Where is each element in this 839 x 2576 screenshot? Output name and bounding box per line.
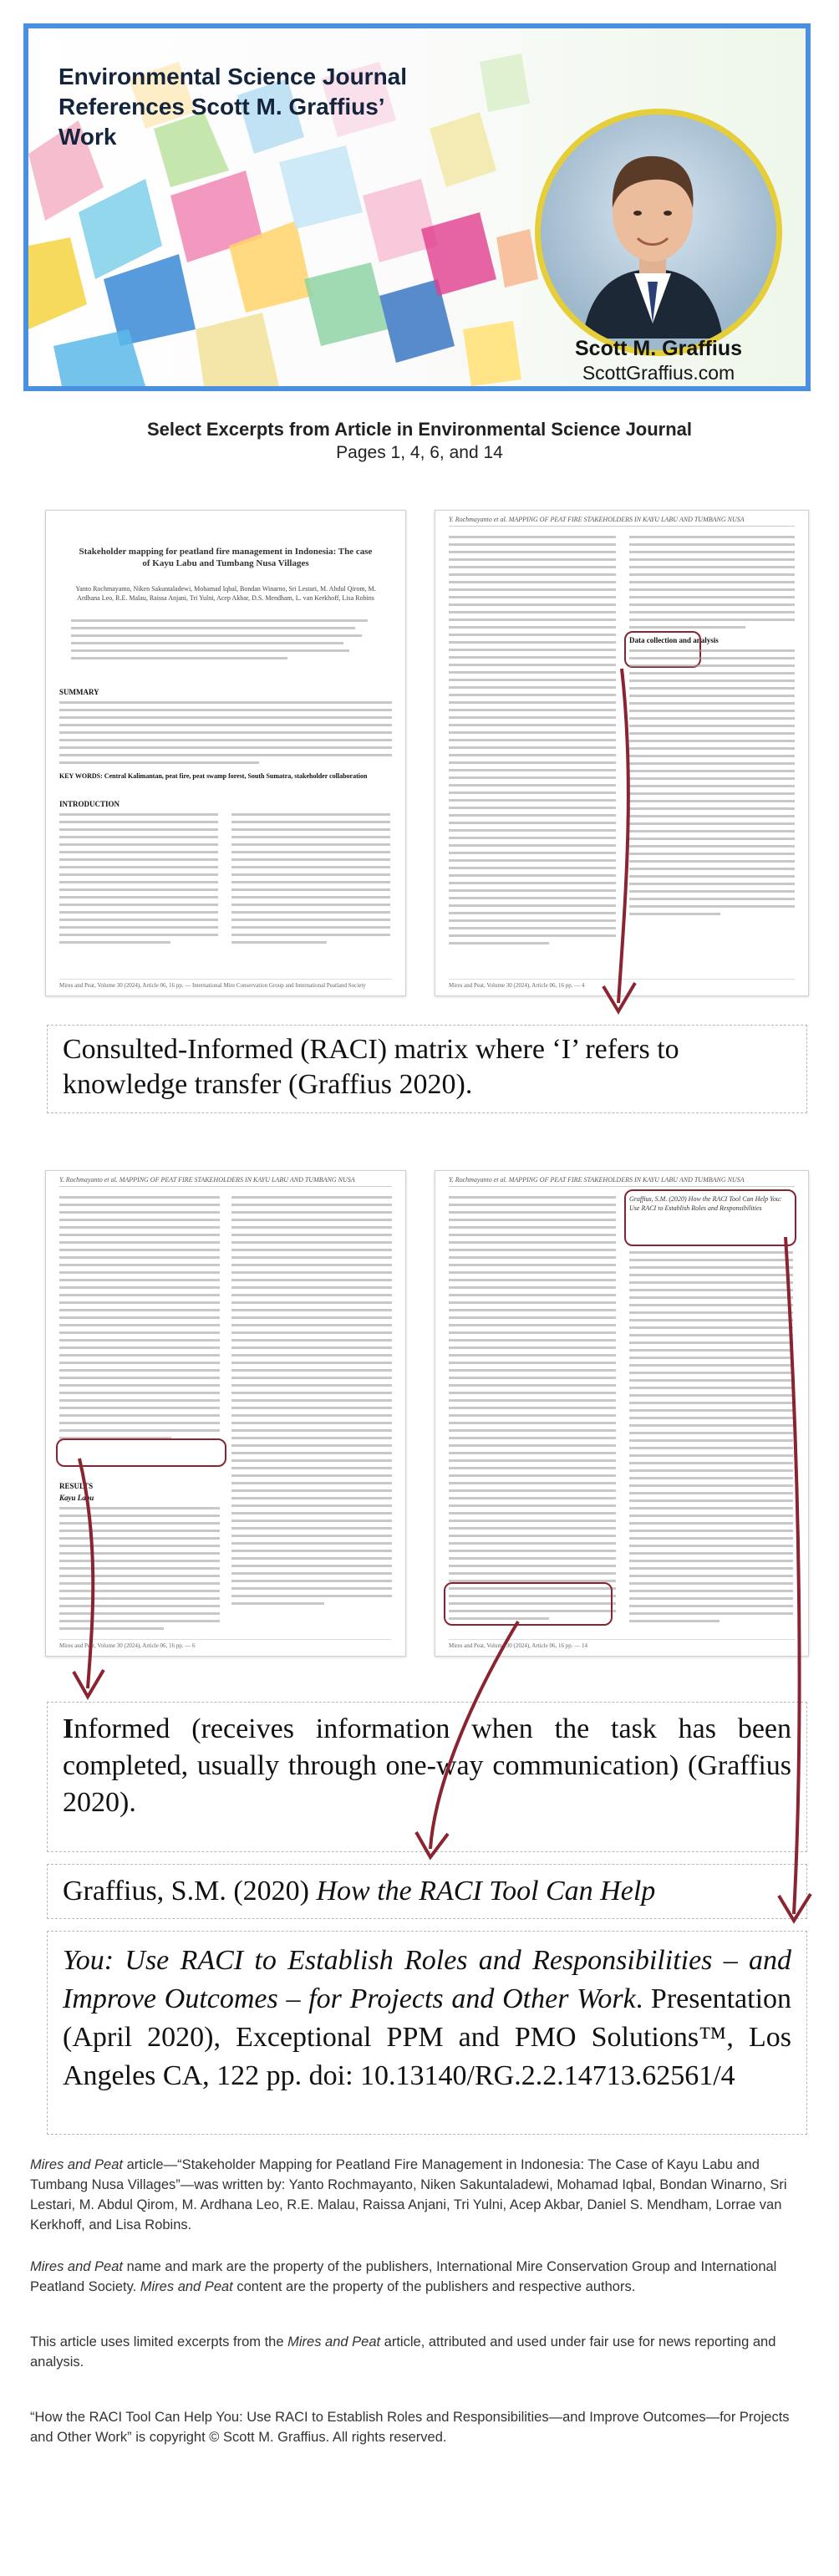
key-words: KEY WORDS: Central Kalimantan, peat fire, peat swamp forest, South Sumatra, stakeholder collaboration bbox=[59, 772, 368, 780]
paper-page-6 bbox=[45, 1170, 406, 1657]
excerpts-pages: Pages 1, 4, 6, and 14 bbox=[336, 443, 503, 462]
reference-title-rest: You: Use RACI to Establish Roles and Responsibilities – and Improve Outcomes – for Projects and Other Work bbox=[63, 1945, 791, 2014]
page-footer: Mires and Peat, Volume 30 (2024), Article 06, 16 pp. — International Mire Conservation Group and International Peatland Society bbox=[59, 979, 392, 989]
author-portrait bbox=[535, 109, 782, 356]
column-left-text bbox=[59, 1196, 220, 1444]
column-left-text bbox=[449, 536, 616, 949]
highlight-circle bbox=[624, 1189, 796, 1246]
quote-informed-text: nformed (receives information when the task has been completed, usually through one-way communication) (Graffius 2020). bbox=[63, 1713, 791, 1818]
paper-page-14 bbox=[435, 1170, 809, 1657]
header-banner bbox=[23, 23, 811, 391]
journal-name: Mires and Peat bbox=[30, 2259, 123, 2274]
column-right-top-text bbox=[629, 536, 795, 634]
journal-title-line2: References Scott M. Graffius’ Work bbox=[58, 94, 384, 150]
author-name-block bbox=[533, 336, 784, 384]
quote-informed-definition bbox=[47, 1702, 807, 1852]
quote-reference-title bbox=[47, 1864, 807, 1919]
summary-text bbox=[59, 701, 392, 769]
highlighted-reference: Graffius, S.M. (2020) How the RACI Tool Can Help You: Use RACI to Establish Roles and Responsibilities bbox=[629, 1195, 782, 1212]
excerpts-title: Select Excerpts from Article in Environmental Science Journal bbox=[146, 419, 693, 440]
footer-authorship bbox=[30, 2155, 811, 2235]
reference-author: Graffius, S.M. (2020) bbox=[63, 1876, 317, 1907]
column-right-text bbox=[231, 1196, 392, 1610]
running-head: Y. Rochmayanto et al. MAPPING OF PEAT FIRE STAKEHOLDERS IN KAYU LABU AND TUMBANG NUSA bbox=[59, 1176, 392, 1187]
quote-reference-continuation bbox=[47, 1931, 807, 2135]
paper-page-4 bbox=[435, 510, 809, 996]
excerpts-heading bbox=[0, 418, 839, 465]
paper-title: Stakeholder mapping for peatland fire management in Indonesia: The case of Kayu Labu and Tumbang Nusa Villages bbox=[79, 547, 373, 568]
quote-bold-initial: I bbox=[63, 1713, 74, 1744]
fair-use-text-b: article, attributed and used under fair use for news reporting and analysis. bbox=[30, 2334, 776, 2370]
author-name: Scott M. Graffius bbox=[574, 337, 742, 360]
footer-fair-use bbox=[30, 2332, 811, 2372]
data-collection-heading: Data collection and analysis bbox=[629, 636, 719, 644]
paper-authors: Yanto Rochmayanto, Niken Sakuntaladewi, Mohamad Iqbal, Bondan Winarno, Sri Lestari, M. Abdul Qirom, M. Ardhana Leo, R.E. Malau, Raissa Anjani, Tri Yulni, Acep Akbar, D.S. Mendham, L. van Kerkhoff, Lisa Robins bbox=[75, 585, 376, 602]
kayu-labu-heading: Kayu Labu bbox=[59, 1494, 94, 1502]
results-heading: RESULTS bbox=[59, 1482, 94, 1490]
results-text bbox=[59, 1507, 220, 1635]
footer-copyright: “How the RACI Tool Can Help You: Use RACI to Establish Roles and Responsibilities—and Improve Outcomes—for Projects and Other Work” is copyright © Scott M. Graffius. All rights reserved. bbox=[30, 2410, 790, 2445]
intro-column-left bbox=[59, 813, 218, 949]
affiliations-text bbox=[71, 619, 380, 664]
highlight-circle bbox=[444, 1582, 613, 1626]
references-left-text bbox=[449, 1196, 616, 1625]
quote-raci-matrix: Consulted-Informed (RACI) matrix where ‘I’ refers to knowledge transfer (Graffius 2020). bbox=[47, 1025, 807, 1113]
page-footer: Mires and Peat, Volume 30 (2024), Article 06, 16 pp. — 4 bbox=[449, 979, 795, 989]
introduction-heading: INTRODUCTION bbox=[59, 800, 120, 808]
journal-title bbox=[58, 62, 426, 152]
running-head: Y. Rochmayanto et al. MAPPING OF PEAT FIRE STAKEHOLDERS IN KAYU LABU AND TUMBANG NUSA bbox=[449, 1176, 795, 1187]
author-website[interactable]: ScottGraffius.com bbox=[582, 362, 735, 384]
intro-column-right bbox=[231, 813, 390, 949]
arrowhead-icon bbox=[74, 1670, 104, 1697]
references-right-text bbox=[629, 1251, 793, 1627]
column-right-text bbox=[629, 649, 795, 920]
journal-title-line1: Environmental Science Journal bbox=[58, 64, 408, 89]
journal-name: Mires and Peat bbox=[140, 2279, 233, 2294]
reference-details: . Presentation (April 2020), Exceptional PPM and PMO Solutions™, Los Angeles CA, 122 pp. doi: 10.13140/RG.2.2.14713.62561/4 bbox=[63, 1983, 792, 2091]
journal-name: Mires and Peat bbox=[30, 2157, 123, 2172]
journal-name: Mires and Peat bbox=[287, 2334, 381, 2349]
portrait-illustration bbox=[541, 115, 765, 339]
highlight-circle bbox=[56, 1438, 226, 1467]
authorship-text: article—“Stakeholder Mapping for Peatland Fire Management in Indonesia: The Case of Kayu Labu and Tumbang Nusa Villages”—was written by: Yanto Rochmayanto, Niken Sakuntaladewi, Mohamad Iqbal, Bondan Winarno, Sri Lestari, M. Abdul Qirom, M. Ardhana Leo, R.E. Malau, Raissa Anjani, Tri Yulni, Acep Akbar, Daniel S. Mendham, Lorrae van Kerkhoff, and Lisa Robins. bbox=[30, 2157, 787, 2232]
ownership-text-a: name and mark are the property of the publishers, International Mire Conservation Group and International Peatland Society. bbox=[30, 2259, 777, 2294]
paper-page-1 bbox=[45, 510, 406, 996]
summary-heading: SUMMARY bbox=[59, 688, 99, 696]
running-head: Y. Rochmayanto et al. MAPPING OF PEAT FIRE STAKEHOLDERS IN KAYU LABU AND TUMBANG NUSA bbox=[449, 516, 795, 527]
ownership-text-b: content are the property of the publishers and respective authors. bbox=[232, 2279, 636, 2294]
fair-use-text-a: This article uses limited excerpts from the bbox=[30, 2334, 288, 2349]
page-footer: Mires and Peat, Volume 30 (2024), Article 06, 16 pp. — 6 bbox=[59, 1639, 392, 1649]
page-footer: Mires and Peat, Volume 30 (2024), Article 06, 16 pp. — 14 bbox=[449, 1639, 795, 1649]
reference-title-start: How the RACI Tool Can Help bbox=[316, 1876, 656, 1907]
footer-ownership bbox=[30, 2257, 811, 2297]
